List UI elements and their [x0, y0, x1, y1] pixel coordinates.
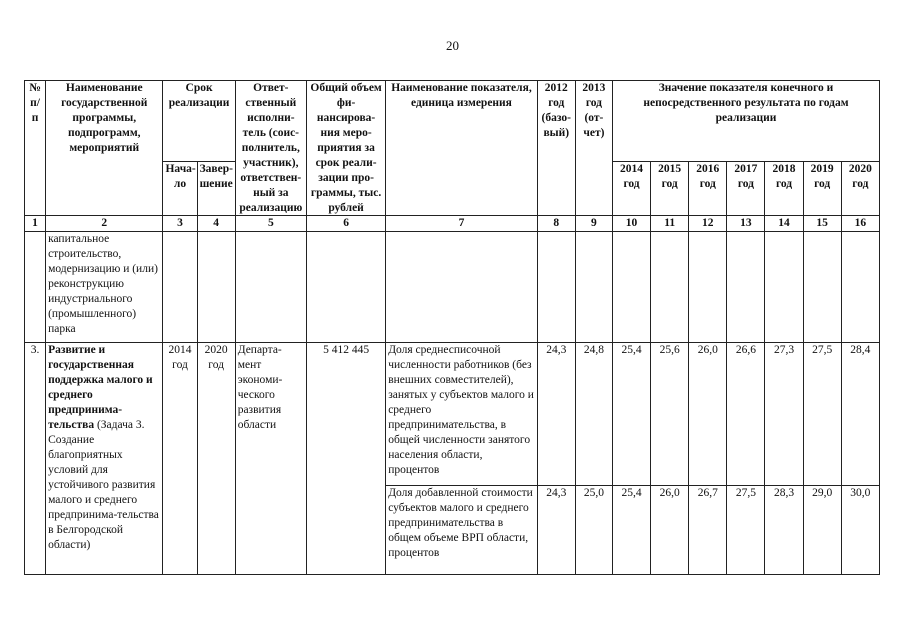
program-table	[24, 80, 880, 575]
header-year-2016: 2016 год	[689, 161, 727, 216]
header-year-2019: 2019 год	[803, 161, 841, 216]
col-number: 13	[727, 216, 765, 232]
col-number: 8	[537, 216, 575, 232]
indicator-2016: 26,0	[689, 343, 727, 486]
indicator-2014: 25,4	[612, 486, 650, 575]
continuation-row	[25, 232, 880, 343]
indicator-2018: 27,3	[765, 343, 803, 486]
col-number: 5	[235, 216, 306, 232]
col-number: 15	[803, 216, 841, 232]
col-number: 14	[765, 216, 803, 232]
header-year-2015: 2015 год	[651, 161, 689, 216]
indicator-name: Доля среднесписочной численности работников (без внешних совместителей), занятых у субъектов малого и среднего предпринимательства, в общей численности занятого населения области, процентов	[386, 343, 538, 486]
col-number: 7	[386, 216, 538, 232]
col-number: 6	[306, 216, 385, 232]
start-year: 2014 год	[163, 343, 197, 575]
indicator-2015: 26,0	[651, 486, 689, 575]
funding-total: 5 412 445	[306, 343, 385, 575]
indicator-name: Доля добавленной стоимости субъектов малого и среднего предпринимательства в общем объеме ВРП области, процентов	[386, 486, 538, 575]
col-number: 12	[689, 216, 727, 232]
indicator-2014: 25,4	[612, 343, 650, 486]
responsible-executor: Департа-мент экономи-ческого развития области	[235, 343, 306, 575]
header-num: № п/п	[25, 81, 46, 216]
column-numbers-row	[25, 216, 880, 232]
header-end: Завер-шение	[197, 161, 235, 216]
program-name	[46, 343, 163, 575]
indicator-2018: 28,3	[765, 486, 803, 575]
row-number: 3.	[25, 343, 46, 575]
indicator-2017: 26,6	[727, 343, 765, 486]
header-values-group: Значение показателя конечного и непосредственного результата по годам реализации	[612, 81, 879, 162]
indicator-2020: 28,4	[841, 343, 879, 486]
indicator-2017: 27,5	[727, 486, 765, 575]
indicator-2012: 24,3	[537, 486, 575, 575]
header-2013: 2013 год (от-чет)	[575, 81, 612, 216]
header-responsible: Ответ-ственный исполни-тель (соис-полнитель, участник), ответствен-ный за реализацию	[235, 81, 306, 216]
program-name-rest: (Задача 3. Создание благоприятных условий для устойчивого развития малого и среднего предпринима-тельства в Белгородской области)	[48, 419, 159, 551]
col-number: 1	[25, 216, 46, 232]
table-row	[25, 343, 880, 486]
col-number: 4	[197, 216, 235, 232]
program-name-bold: Развитие и государственная поддержка малого и среднего предпринима-тельства	[48, 344, 153, 432]
col-number: 9	[575, 216, 612, 232]
continuation-text: капитальное строительство, модернизацию и (или) реконструкцию индустриального (промышленного) парка	[46, 232, 163, 343]
header-start: Нача-ло	[163, 161, 197, 216]
indicator-2019: 27,5	[803, 343, 841, 486]
header-year-2017: 2017 год	[727, 161, 765, 216]
col-number: 16	[841, 216, 879, 232]
page-number: 20	[446, 38, 459, 53]
indicator-2016: 26,7	[689, 486, 727, 575]
header-2012: 2012 год (базо-вый)	[537, 81, 575, 216]
indicator-2019: 29,0	[803, 486, 841, 575]
indicator-2015: 25,6	[651, 343, 689, 486]
end-year: 2020 год	[197, 343, 235, 575]
header-indicator: Наименование показателя, единица измерения	[386, 81, 538, 216]
col-number: 3	[163, 216, 197, 232]
indicator-2020: 30,0	[841, 486, 879, 575]
col-number: 11	[651, 216, 689, 232]
header-funding: Общий объем фи-нансирова-ния меро-приятия за срок реали-зации про-граммы, тыс. рублей	[306, 81, 385, 216]
indicator-2013: 24,8	[575, 343, 612, 486]
indicator-2012: 24,3	[537, 343, 575, 486]
header-year-2014: 2014 год	[612, 161, 650, 216]
col-number: 10	[612, 216, 650, 232]
col-number: 2	[46, 216, 163, 232]
header-row-1	[25, 81, 880, 162]
header-year-2018: 2018 год	[765, 161, 803, 216]
header-program-name: Наименование государственной программы, подпрограмм, мероприятий	[46, 81, 163, 216]
header-year-2020: 2020 год	[841, 161, 879, 216]
indicator-2013: 25,0	[575, 486, 612, 575]
header-period: Срок реализации	[163, 81, 235, 162]
